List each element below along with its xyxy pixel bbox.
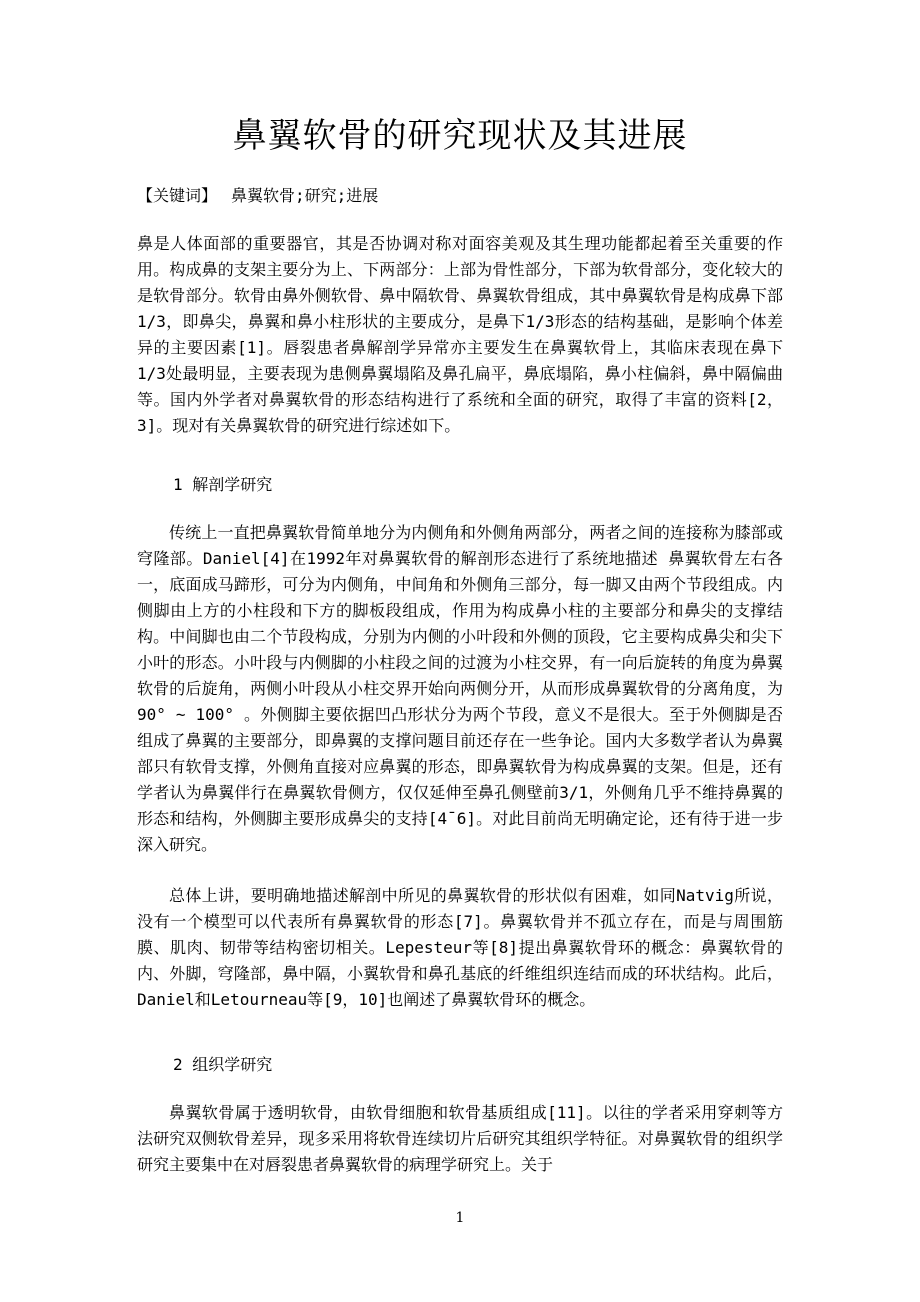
page-number: 1 — [455, 1210, 465, 1226]
keywords-label: 【关键词】 — [137, 186, 218, 205]
anatomy-paragraph-1: 传统上一直把鼻翼软骨简单地分为内侧角和外侧角两部分，两者之间的连接称为膝部或穹隆部。Daniel[4]在1992年对鼻翼软骨的解剖形态进行了系统地描述 鼻翼软骨左右各一，底面成马蹄形，可分为内侧角，中间角和外侧角三部分，每一脚又由两个节段组成。内侧脚由上方的小柱段和下方的脚板段组成，作用为构成鼻小柱的主要部分和鼻尖的支撑结构。中间脚也由二个节段构成，分别为内侧的小叶段和外侧的顶段，它主要构成鼻尖和尖下小叶的形态。小叶段与内侧脚的小柱段之间的过渡为小柱交界，有一向后旋转的角度为鼻翼软骨的后旋角，两侧小叶段从小柱交界开始向两侧分开，从而形成鼻翼软骨的分离角度，为90° ~ 100° 。外侧脚主要依据凹凸形状分为两个节段，意义不是很大。至于外侧脚是否组成了鼻翼的主要部分，即鼻翼的支撑问题目前还存在一些争论。国内大多数学者认为鼻翼部只有软骨支撑，外侧角直接对应鼻翼的形态，即鼻翼软骨为构成鼻翼的支架。但是，还有学者认为鼻翼伴行在鼻翼软骨侧方，仅仅延伸至鼻孔侧壁前3/1，外侧角几乎不维持鼻翼的形态和结构，外侧脚主要形成鼻尖的支持[4¯6]。对此目前尚无明确定论，还有待于进一步深入研究。 — [137, 523, 783, 854]
anatomy-paragraph-2: 总体上讲，要明确地描述解剖中所见的鼻翼软骨的形状似有困难，如同Natvig所说，没有一个模型可以代表所有鼻翼软骨的形态[7]。鼻翼软骨并不孤立存在，而是与周围筋膜、肌肉、韧带等结构密切相关。Lepesteur等[8]提出鼻翼软骨环的概念：鼻翼软骨的内、外脚，穹隆部，鼻中隔，小翼软骨和鼻孔基底的纤维组织连结而成的环状结构。此后，Daniel和Letourneau等[9，10]也阐述了鼻翼软骨环的概念。 — [137, 886, 783, 1009]
histology-paragraph-1: 鼻翼软骨属于透明软骨，由软骨细胞和软骨基质组成[11]。以往的学者采用穿刺等方法研究双侧软骨差异，现多采用将软骨连续切片后研究其组织学特征。对鼻翼软骨的组织学研究主要集中在对唇裂患者鼻翼软骨的病理学研究上。关于 — [137, 1103, 783, 1174]
document-title: 鼻翼软骨的研究现状及其进展 — [232, 116, 688, 156]
intro-paragraph: 鼻是人体面部的重要器官，其是否协调对称对面容美观及其生理功能都起着至关重要的作用。构成鼻的支架主要分为上、下两部分：上部为骨性部分，下部为软骨部分，变化较大的是软骨部分。软骨由鼻外侧软骨、鼻中隔软骨、鼻翼软骨组成，其中鼻翼软骨是构成鼻下部1/3，即鼻尖，鼻翼和鼻小柱形状的主要成分，是鼻下1/3形态的结构基础，是影响个体差异的主要因素[1]。唇裂患者鼻解剖学异常亦主要发生在鼻翼软骨上，其临床表现在鼻下1/3处最明显，主要表现为患侧鼻翼塌陷及鼻孔扁平，鼻底塌陷，鼻小柱偏斜，鼻中隔偏曲等。国内外学者对鼻翼软骨的形态结构进行了系统和全面的研究，取得了丰富的资料[2，3]。现对有关鼻翼软骨的研究进行综述如下。 — [137, 234, 783, 435]
keywords-value: 鼻翼软骨;研究;进展 — [231, 186, 379, 205]
section-heading-histology: 2 组织学研究 — [173, 1055, 273, 1074]
section-heading-anatomy: 1 解剖学研究 — [173, 475, 273, 494]
keywords-line — [137, 183, 378, 209]
